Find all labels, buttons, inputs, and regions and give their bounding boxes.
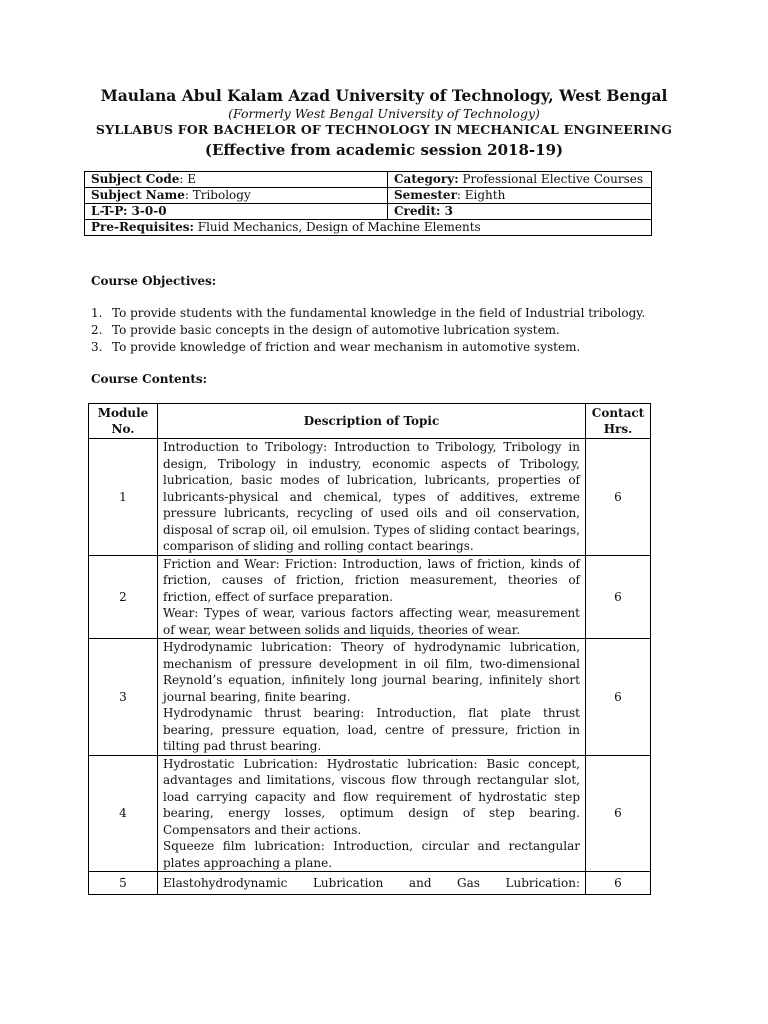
table-header-row [89, 404, 651, 439]
info-row [85, 172, 652, 188]
prereq-cell [85, 220, 652, 236]
semester-cell [388, 188, 652, 204]
contents-heading: Course Contents: [91, 372, 208, 386]
contact-hours: 6 [586, 755, 651, 872]
formerly-name: (Formerly West Bengal University of Technology) [228, 106, 540, 121]
table-row [89, 872, 651, 895]
category-value: Professional Elective Courses [458, 172, 643, 186]
objectives-list [91, 305, 645, 356]
info-row [85, 188, 652, 204]
category-cell [388, 172, 652, 188]
topic-description [158, 872, 586, 895]
info-row [85, 204, 652, 220]
module-number: 4 [89, 755, 158, 872]
contact-hours: 6 [586, 555, 651, 639]
subject-name-value: : Tribology [184, 188, 251, 202]
module-number: 1 [89, 439, 158, 556]
table-row [89, 555, 651, 639]
subject-info-table [84, 171, 652, 236]
topic-paragraph: Squeeze film lubrication: Introduction, circular and rectangular plates approaching a plane. [163, 839, 580, 870]
subject-name-label: Subject Name [91, 188, 185, 202]
objective-text: To provide students with the fundamental knowledge in the field of Industrial tribology. [112, 306, 646, 320]
ltp-cell [85, 204, 388, 220]
objective-text: To provide knowledge of friction and wear mechanism in automotive system. [112, 340, 581, 354]
objective-text: To provide basic concepts in the design of automotive lubrication system. [112, 323, 560, 337]
effective-session: (Effective from academic session 2018-19) [204, 141, 564, 159]
module-header: Module No. [89, 404, 158, 439]
topic-paragraph: Introduction to Tribology: Introduction to Tribology, Tribology in design, Tribology in industry, economic aspects of Tribology, lubrication, basic modes of lubrication, lubricants, properties of lubricants-physical and chemical, types of additives, extreme pressure lubricants, recycling of used oils and oil conservation, disposal of scrap oil, oil emulsion. Types of sliding contact bearings, comparison of sliding and rolling contact bearings. [163, 440, 580, 553]
topic-description [158, 439, 586, 556]
topic-paragraph: Elastohydrodynamic Lubrication and Gas Lubrication: [163, 875, 580, 890]
ltp-label: L-T-P [91, 204, 123, 218]
module-number: 5 [89, 872, 158, 895]
info-row [85, 220, 652, 236]
contact-hours: 6 [586, 639, 651, 756]
semester-value: : Eighth [456, 188, 506, 202]
topic-paragraph: Hydrodynamic lubrication: Theory of hydrodynamic lubrication, mechanism of pressure development in oil film, two-dimensional Reynold’s equation, infinitely long journal bearing, infinitely short journal bearing, finite bearing. [163, 640, 580, 704]
list-item [91, 305, 645, 322]
prereq-label: Pre-Requisites: [91, 220, 194, 234]
prereq-value: Fluid Mechanics, Design of Machine Elements [193, 220, 481, 234]
description-header: Description of Topic [158, 404, 586, 439]
hours-header: Contact Hrs. [586, 404, 651, 439]
category-label: Category: [394, 172, 459, 186]
course-contents-table [88, 403, 651, 895]
objectives-heading: Course Objectives: [91, 274, 217, 288]
topic-paragraph: Wear: Types of wear, various factors affecting wear, measurement of wear, wear between solids and liquids, theories of wear. [163, 606, 580, 637]
topic-paragraph: Hydrostatic Lubrication: Hydrostatic lubrication: Basic concept, advantages and limitations, viscous flow through rectangular slot, load carrying capacity and flow requirement of hydrostatic step bearing, energy losses, optimum design of step bearing. Compensators and their actions. [163, 756, 580, 837]
objective-number: 3. [91, 340, 103, 354]
semester-label: Semester [394, 188, 457, 202]
credit-label: Credit: 3 [394, 204, 453, 218]
subject-code-label: Subject Code [91, 172, 180, 186]
table-row [89, 755, 651, 872]
topic-paragraph: Friction and Wear: Friction: Introduction, laws of friction, kinds of friction, causes of friction, friction measurement, theories of friction, effect of surface preparation. [163, 556, 580, 604]
topic-description [158, 639, 586, 756]
topic-description [158, 555, 586, 639]
ltp-value: : 3-0-0 [122, 204, 167, 218]
syllabus-title: SYLLABUS FOR BACHELOR OF TECHNOLOGY IN MECHANICAL ENGINEERING [95, 122, 673, 137]
objective-number: 2. [91, 323, 103, 337]
subject-name-cell [85, 188, 388, 204]
objective-number: 1. [91, 306, 103, 320]
credit-cell [388, 204, 652, 220]
table-row [89, 439, 651, 556]
subject-code-cell [85, 172, 388, 188]
list-item [91, 339, 645, 356]
subject-code-value: : E [179, 172, 196, 186]
topic-description [158, 755, 586, 872]
contact-hours: 6 [586, 439, 651, 556]
module-number: 3 [89, 639, 158, 756]
list-item [91, 322, 645, 339]
university-title: Maulana Abul Kalam Azad University of Technology, West Bengal [100, 86, 668, 105]
topic-paragraph: Hydrodynamic thrust bearing: Introduction, flat plate thrust bearing, pressure equation, load, centre of pressure, friction in tilting pad thrust bearing. [163, 706, 580, 753]
table-row [89, 639, 651, 756]
module-number: 2 [89, 555, 158, 639]
contact-hours: 6 [586, 872, 651, 895]
